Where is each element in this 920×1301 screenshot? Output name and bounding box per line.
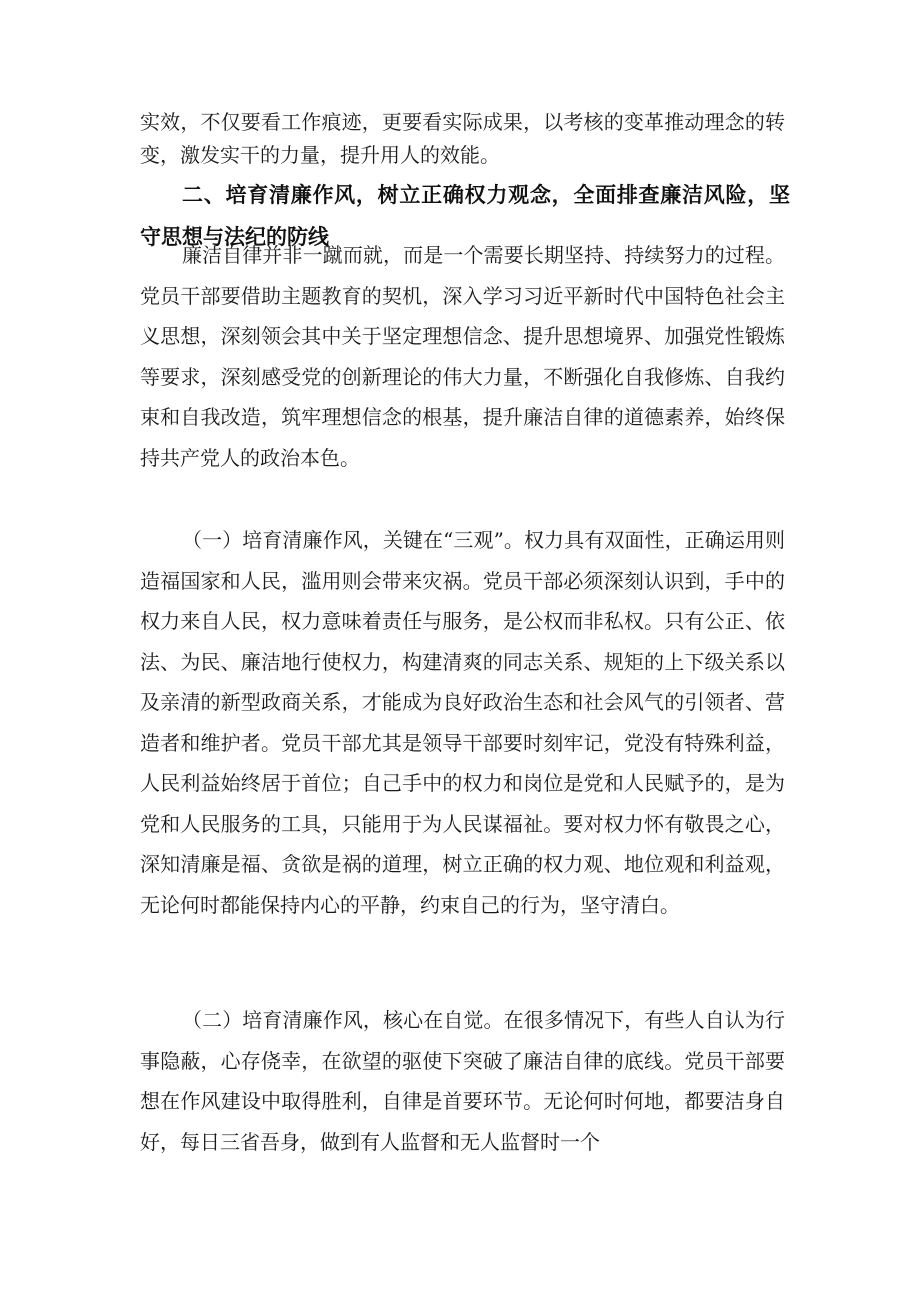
lead-paragraph: 实效，不仅要看工作痕迹，更要看实际成果，以考核的变革推动理念的转变，激发实干的力量，提升用人的效能。 — [140, 110, 785, 167]
body-paragraph-3: （二）培育清廉作风，核心在自觉。在很多情况下，有些人自认为行事隐蔽，心存侥幸，在欲望的驱使下突破了廉洁自律的底线。党员干部要想在作风建设中取得胜利，自律是首要环节。无论何时何地，都要洁身自好，每日三省吾身，做到有人监督和无人监督时一个 — [140, 1008, 785, 1154]
section-heading: 二、培育清廉作风，树立正确权力观念，全面排查廉洁风险，坚守思想与法纪的防线 — [140, 183, 790, 249]
body-paragraph-2: （一）培育清廉作风，关键在“三观”。权力具有双面性，正确运用则造福国家和人民，滥用则会带来灾祸。党员干部必须深刻认识到，手中的权力来自人民，权力意味着责任与服务，是公权而非私权。只有公正、依法、为民、廉洁地行使权力，构建清爽的同志关系、规矩的上下级关系以及亲清的新型政商关系，才能成为良好政治生态和社会风气的引领者、营造者和维护者。党员干部尤其是领导干部要时刻牢记，党没有特殊利益，人民利益始终居于首位；自己手中的权力和岗位是党和人民赋予的，是为党和人民服务的工具，只能用于为人民谋福祉。要对权力怀有敬畏之心，深知清廉是福、贪欲是祸的道理，树立正确的权力观、地位观和利益观，无论何时都能保持内心的平静，约束自己的行为，坚守清白。 — [140, 528, 785, 917]
body-paragraph-1: 廉洁自律并非一蹴而就，而是一个需要长期坚持、持续努力的过程。党员干部要借助主题教育的契机，深入学习习近平新时代中国特色社会主义思想，深刻领会其中关于坚定理想信念、提升思想境界、加强党性锻炼等要求，深刻感受党的创新理论的伟大力量，不断强化自我修炼、自我约束和自我改造，筑牢理想信念的根基，提升廉洁自律的道德素养，始终保持共产党人的政治本色。 — [140, 243, 785, 470]
